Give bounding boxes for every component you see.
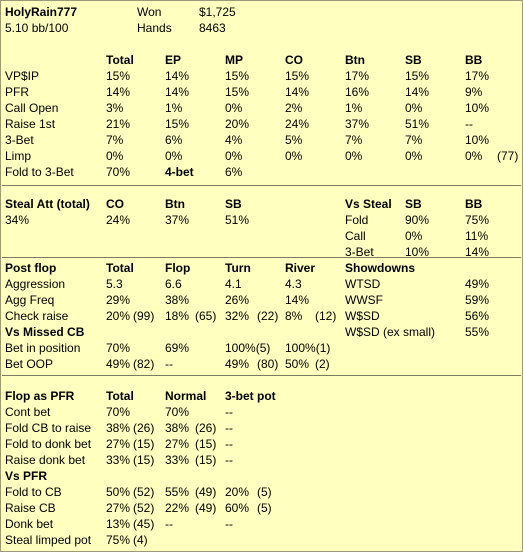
col-header: Total xyxy=(106,261,134,275)
stat-cell: 32% xyxy=(225,309,250,323)
row-label: Fold to donk bet xyxy=(5,437,92,451)
stat-cell: 1% xyxy=(345,101,363,115)
showdown-value: 56% xyxy=(465,309,490,323)
stat-cell: 5% xyxy=(285,133,303,147)
stat-cell: -- xyxy=(165,357,173,371)
hands-value: 8463 xyxy=(199,21,226,35)
stat-cell: 14% xyxy=(165,69,190,83)
showdown-label: W$SD xyxy=(345,309,380,323)
stat-cell: 100%(1) xyxy=(285,341,331,355)
steal-title: Steal Att (total) xyxy=(5,197,90,211)
col-header: Total xyxy=(106,389,134,403)
stat-cell: 2% xyxy=(285,101,303,115)
row-label: VP$IP xyxy=(5,69,40,83)
stat-cell: (99) xyxy=(133,309,155,323)
missed-cb-title: Vs Missed CB xyxy=(5,325,85,339)
stat-cell: 0% xyxy=(345,149,363,163)
steal-total: 34% xyxy=(5,213,30,227)
stat-cell: (5) xyxy=(257,501,272,515)
steal-col-btn: Btn xyxy=(165,197,185,211)
row-label: Limp xyxy=(5,149,32,163)
row-label: Fold to CB xyxy=(5,485,62,499)
stat-cell: (52) xyxy=(133,485,155,499)
stat-cell: 0% xyxy=(405,229,423,243)
stat-cell: 14% xyxy=(285,85,310,99)
fold-3bet-value: 70% xyxy=(106,165,131,179)
col-header: Btn xyxy=(345,53,365,67)
row-label: Fold xyxy=(345,213,369,227)
row-label: Cont bet xyxy=(5,405,51,419)
stat-cell: 7% xyxy=(405,133,423,147)
stat-cell: 0% xyxy=(225,149,243,163)
stat-cell: (52) xyxy=(133,501,155,515)
stat-cell: (80) xyxy=(257,357,279,371)
stat-cell: 0% xyxy=(225,101,243,115)
stat-cell: (15) xyxy=(133,453,155,467)
stat-cell: 75% xyxy=(106,533,131,547)
row-label: Fold CB to raise xyxy=(5,421,92,435)
stat-cell: (65) xyxy=(195,309,217,323)
stat-cell: (45) xyxy=(133,517,155,531)
steal-sb: 51% xyxy=(225,213,250,227)
stat-cell: 70% xyxy=(106,341,131,355)
showdown-value: 55% xyxy=(465,325,490,339)
stat-cell: 69% xyxy=(165,341,190,355)
stat-cell: (15) xyxy=(195,437,217,451)
stat-cell: 15% xyxy=(225,85,250,99)
won-label: Won xyxy=(137,5,162,19)
stat-cell: 50% xyxy=(285,357,310,371)
stat-cell: 70% xyxy=(165,405,190,419)
col-header: Normal xyxy=(165,389,207,403)
stat-cell: 7% xyxy=(106,133,124,147)
stat-cell: (2) xyxy=(315,357,330,371)
stat-cell: 6% xyxy=(165,133,183,147)
stat-cell: 0% xyxy=(405,101,423,115)
stat-cell: 38% xyxy=(165,293,190,307)
divider xyxy=(2,185,521,186)
stat-cell: 15% xyxy=(165,117,190,131)
stat-cell: 38% xyxy=(165,421,190,435)
stat-cell: 27% xyxy=(165,437,190,451)
stat-cell: 14% xyxy=(405,85,430,99)
stat-cell: 15% xyxy=(285,69,310,83)
postflop-title: Post flop xyxy=(5,261,57,275)
row-label: Raise donk bet xyxy=(5,453,86,467)
stat-cell: 7% xyxy=(345,133,363,147)
stat-cell: 20% xyxy=(106,309,131,323)
row-label: Call xyxy=(345,229,366,243)
col-header: Total xyxy=(106,53,134,67)
stat-cell: 9% xyxy=(465,85,483,99)
steal-btn: 37% xyxy=(165,213,190,227)
stat-cell: 17% xyxy=(465,69,490,83)
vs-steal-col-bb: BB xyxy=(465,197,483,211)
col-header: MP xyxy=(225,53,243,67)
stat-cell: (22) xyxy=(257,309,279,323)
winrate: 5.10 bb/100 xyxy=(5,21,69,35)
steal-co: 24% xyxy=(106,213,131,227)
stat-cell: 0% xyxy=(165,149,183,163)
row-label: Check raise xyxy=(5,309,69,323)
stat-cell: 29% xyxy=(106,293,131,307)
stat-cell: 15% xyxy=(106,69,131,83)
player-name: HolyRain777 xyxy=(5,5,78,19)
stat-cell: 49% xyxy=(225,357,250,371)
col-header: SB xyxy=(405,53,422,67)
row-label: 3-Bet xyxy=(345,245,374,259)
row-label: Bet in position xyxy=(5,341,81,355)
stat-cell: 10% xyxy=(465,133,490,147)
row-label: Bet OOP xyxy=(5,357,54,371)
stat-cell: 4.1 xyxy=(225,277,242,291)
stat-cell: 24% xyxy=(285,117,310,131)
won-value: $1,725 xyxy=(199,5,236,19)
stat-cell: 20% xyxy=(225,485,250,499)
stat-cell: 0% xyxy=(405,149,423,163)
stat-cell: 4.3 xyxy=(285,277,302,291)
col-header: Flop xyxy=(165,261,191,275)
row-label: Call Open xyxy=(5,101,59,115)
stat-cell: 20% xyxy=(225,117,250,131)
steal-col-sb: SB xyxy=(225,197,242,211)
stat-cell: 70% xyxy=(106,405,131,419)
stat-cell: -- xyxy=(225,437,233,451)
stat-cell: (4) xyxy=(133,533,148,547)
stat-cell: 75% xyxy=(465,213,490,227)
stat-cell: -- xyxy=(225,453,233,467)
showdown-label: WWSF xyxy=(345,293,383,307)
stat-cell: 4% xyxy=(225,133,243,147)
stat-cell: (15) xyxy=(133,437,155,451)
row-label: Steal limped pot xyxy=(5,533,92,547)
stat-cell: (5) xyxy=(257,485,272,499)
stat-cell: -- xyxy=(465,117,473,131)
stat-cell: 5.3 xyxy=(106,277,123,291)
vs-pfr-title: Vs PFR xyxy=(5,469,48,483)
row-label: Aggression xyxy=(5,277,66,291)
vs-steal-title: Vs Steal xyxy=(345,197,392,211)
divider xyxy=(2,375,521,376)
stat-cell: 21% xyxy=(106,117,131,131)
stat-cell: (26) xyxy=(133,421,155,435)
stat-cell: 15% xyxy=(225,69,250,83)
showdowns-title: Showdowns xyxy=(345,261,415,275)
row-label: Donk bet xyxy=(5,517,54,531)
stat-cell: 51% xyxy=(405,117,430,131)
col-header: BB xyxy=(465,53,483,67)
sample-count: (77) xyxy=(497,149,519,163)
showdown-value: 49% xyxy=(465,277,490,291)
divider xyxy=(2,257,521,258)
flop-pfr-title: Flop as PFR xyxy=(5,389,75,403)
stat-cell: 10% xyxy=(405,245,430,259)
stat-cell: 26% xyxy=(225,293,250,307)
stat-cell: 0% xyxy=(285,149,303,163)
col-header: CO xyxy=(285,53,303,67)
stat-cell: (26) xyxy=(195,421,217,435)
row-label: PFR xyxy=(5,85,29,99)
stat-cell: 27% xyxy=(106,501,131,515)
stat-cell: -- xyxy=(225,517,233,531)
stat-cell: 22% xyxy=(165,501,190,515)
stat-cell: 50% xyxy=(106,485,131,499)
fourbet-label: 4-bet xyxy=(165,165,194,179)
stat-cell: 90% xyxy=(405,213,430,227)
stat-cell: 38% xyxy=(106,421,131,435)
stat-cell: 49% xyxy=(106,357,131,371)
steal-col-co: CO xyxy=(106,197,124,211)
stat-cell: (15) xyxy=(195,453,217,467)
stat-cell: 0% xyxy=(106,149,124,163)
stat-cell: 6.6 xyxy=(165,277,182,291)
stat-cell: 16% xyxy=(345,85,370,99)
stat-cell: 100%(5) xyxy=(225,341,271,355)
stat-cell: 60% xyxy=(225,501,250,515)
row-label: 3-Bet xyxy=(5,133,34,147)
stat-cell: 27% xyxy=(106,437,131,451)
stat-cell: 18% xyxy=(165,309,190,323)
stat-cell: 8% xyxy=(285,309,303,323)
hands-label: Hands xyxy=(137,21,172,35)
stat-cell: 33% xyxy=(106,453,131,467)
col-header: 3-bet pot xyxy=(225,389,276,403)
col-header: Turn xyxy=(225,261,251,275)
showdown-label: W$SD (ex small) xyxy=(345,325,436,339)
stat-cell: 11% xyxy=(465,229,489,243)
stat-cell: 14% xyxy=(465,245,490,259)
showdown-label: WTSD xyxy=(345,277,381,291)
stat-cell: 1% xyxy=(165,101,183,115)
stat-cell: 55% xyxy=(165,485,190,499)
stat-cell: 10% xyxy=(465,101,490,115)
stat-cell: (82) xyxy=(133,357,155,371)
stat-cell: (49) xyxy=(195,485,217,499)
stat-cell: 14% xyxy=(165,85,190,99)
stat-cell: 14% xyxy=(106,85,131,99)
row-label: Raise 1st xyxy=(5,117,56,131)
stat-cell: -- xyxy=(225,405,233,419)
stat-cell: -- xyxy=(225,421,233,435)
stat-cell: 13% xyxy=(106,517,131,531)
stat-cell: 33% xyxy=(165,453,190,467)
vs-steal-col-sb: SB xyxy=(405,197,422,211)
stat-cell: 17% xyxy=(345,69,370,83)
stat-cell: -- xyxy=(165,517,173,531)
fourbet-value: 6% xyxy=(225,165,243,179)
showdown-value: 59% xyxy=(465,293,490,307)
stat-cell: 14% xyxy=(285,293,310,307)
stat-cell: (12) xyxy=(315,309,337,323)
col-header: River xyxy=(285,261,316,275)
stat-cell: (49) xyxy=(195,501,217,515)
stat-cell: 3% xyxy=(106,101,124,115)
row-label: Agg Freq xyxy=(5,293,55,307)
stat-cell: 37% xyxy=(345,117,370,131)
fold-3bet-label: Fold to 3-Bet xyxy=(5,165,74,179)
row-label: Raise CB xyxy=(5,501,56,515)
col-header: EP xyxy=(165,53,182,67)
stat-cell: 0% xyxy=(465,149,483,163)
stat-cell: 15% xyxy=(405,69,430,83)
